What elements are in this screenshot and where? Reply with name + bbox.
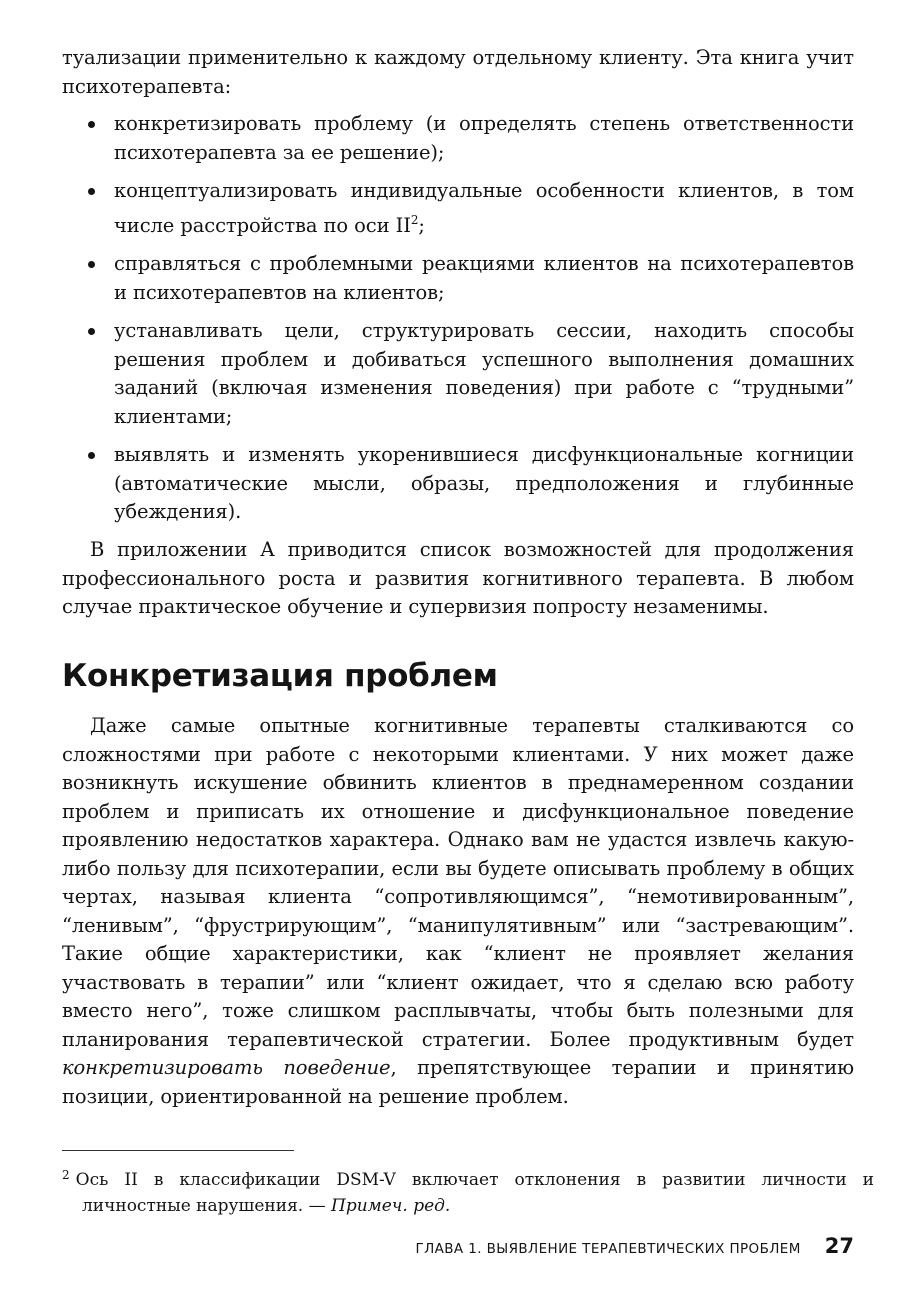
list-item-text: выявлять и изменять укоренившиеся дисфункциональные когниции (автоматические мысли, образы, предположения и глубинные убеждения). (114, 443, 854, 523)
list-item-text: справляться с проблемными реакциями клиентов на психотерапевтов и психотерапевтов на клиентов; (114, 252, 854, 304)
list-item (62, 317, 854, 431)
section-text: Даже самые опытные когнитивные терапевты сталкиваются со сложностями при работе с некоторыми клиентами. У них может даже возникнуть искушение обвинить клиентов в преднамеренном создании проблем и приписать их отношение и дисфункциональное поведение проявлению недостатков характера. Однако вам не удастся извлечь какую-либо пользу для психотерапии, если вы будете описывать проблему в общих чертах, называя клиента “сопротивляющимся”, “немотивированным”, “ленивым”, “фрустрирующим”, “манипулятивным” или “застревающим”. Такие общие характеристики, как “клиент не проявляет желания участвовать в терапии” или “клиент ожидает, что я сделаю всю работу вместо него”, тоже слишком расплывчаты, чтобы быть полезными для планирования терапевтической стратегии. Более продуктивным будет (62, 714, 854, 1051)
footnote-note: Примеч. ред. (331, 1196, 451, 1216)
section-heading: Конкретизация проблем (62, 658, 498, 694)
appendix-paragraph: В приложении А приводится список возможностей для продолжения профессионального роста и развития когнитивного терапевта. В любом случае практическое обучение и супервизия попросту незаменимы. (62, 538, 854, 618)
footnote-marker: 2 (62, 1168, 70, 1182)
list-item (62, 441, 854, 527)
footnote (62, 1162, 874, 1219)
bullet-icon (88, 121, 95, 128)
running-title: ГЛАВА 1. ВЫЯВЛЕНИЕ ТЕРАПЕВТИЧЕСКИХ ПРОБЛЕМ (415, 1241, 801, 1257)
list-item-text: конкретизировать проблему (и определять степень ответственности психотерапевта за ее решение); (114, 112, 854, 164)
intro-paragraph: туализации применительно к каждому отдельному клиенту. Эта книга учит психотерапевта: (62, 46, 854, 98)
section-paragraph (62, 712, 854, 1111)
bullet-icon (88, 188, 95, 195)
emphasized-text: конкретизировать поведение (62, 1056, 391, 1079)
page-footer (62, 1234, 854, 1258)
list-item-text-tail: ; (418, 213, 425, 237)
list-item (62, 110, 854, 167)
list-item (62, 177, 854, 240)
list-item-text: концептуализировать индивидуальные особенности клиентов, в том числе расстройства по оси II (114, 179, 854, 237)
section-text-end: , препятствующее терапии и принятию позиции, ориентированной на решение проблем. (62, 1056, 855, 1108)
bullet-icon (88, 452, 95, 459)
footnote-reference: 2 (410, 212, 419, 227)
bullet-icon (88, 328, 95, 335)
footnote-divider (62, 1150, 294, 1151)
bullet-icon (88, 261, 95, 268)
skills-list (62, 110, 854, 537)
list-item-text: устанавливать цели, структурировать сессии, находить способы решения проблем и добиваться успешного выполнения домашних заданий (включая изменения поведения) при работе с “трудными” клиентами; (114, 319, 854, 428)
page-number: 27 (824, 1234, 854, 1258)
footnote-text: Ось II в классификации DSM-V включает отклонения в развитии личности и личностные нарушения. — (75, 1170, 874, 1216)
list-item (62, 250, 854, 307)
